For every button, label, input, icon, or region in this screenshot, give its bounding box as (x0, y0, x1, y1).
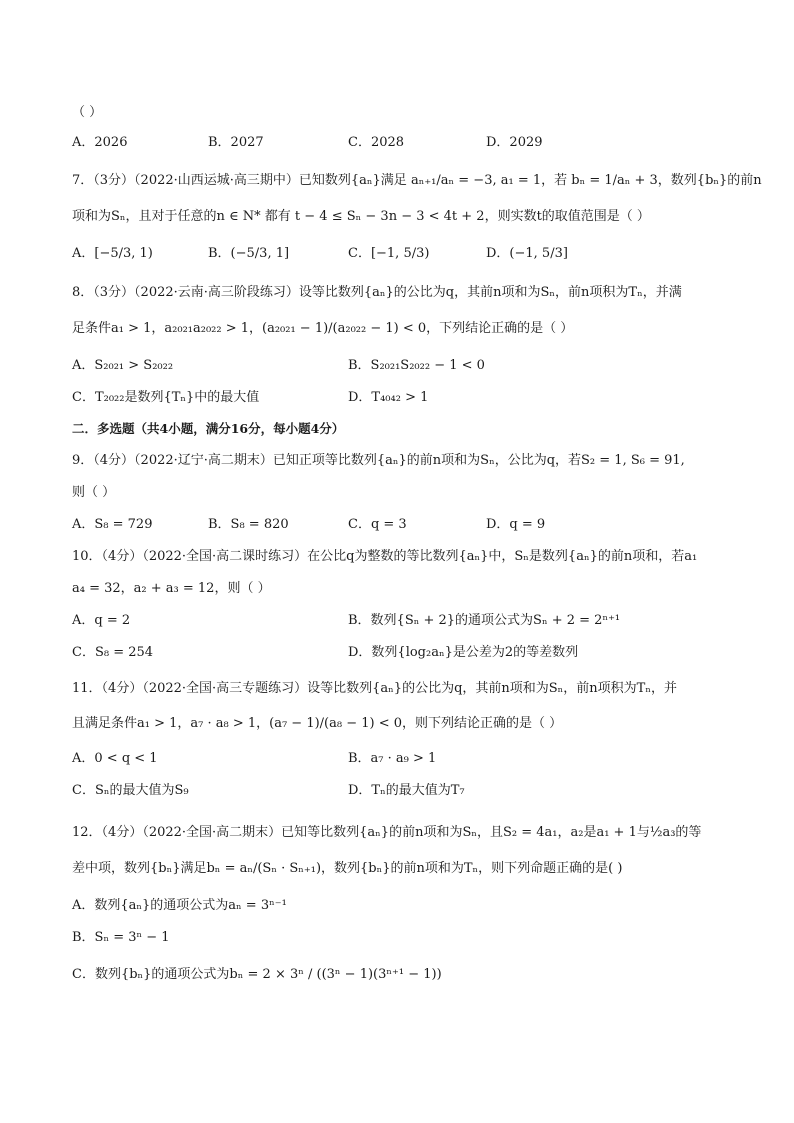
q11-option-a: A．0 < q < 1 (72, 751, 158, 766)
q10-option-a: A．q = 2 (72, 613, 131, 628)
q7-line2: 项和为Sₙ，且对于任意的n ∈ N* 都有 t − 4 ≤ Sₙ − 3n − 3 < 4t + 2，则实数t的取值范围是（ ） (72, 209, 650, 224)
q8-line2: 足条件a₁ > 1，a₂₀₂₁a₂₀₂₂ > 1，(a₂₀₂₁ − 1)/(a₂₀₂₂ − 1) < 0，下列结论正确的是（ ） (72, 321, 574, 336)
q9-option-d: D．q = 9 (486, 517, 546, 532)
q8-line1: 8．（3分）（2022·云南·高三阶段练习）设等比数列{aₙ}的公比为q，其前n项和为Sₙ，前n项积为Tₙ，并满 (72, 285, 682, 300)
q9-line1: 9．（4分）（2022·辽宁·高二期末）已知正项等比数列{aₙ}的前n项和为Sₙ，公比为q，若S₂ = 1, S₆ = 91, (72, 453, 685, 468)
q6-option-a: A．2026 (72, 135, 128, 150)
q7-line1: 7．（3分）（2022·山西运城·高三期中）已知数列{aₙ}满足 aₙ₊₁/aₙ = −3, a₁ = 1，若 bₙ = 1/aₙ + 3，数列{bₙ}的前n (72, 173, 762, 188)
q7-option-d: D．(−1, 5/3] (486, 246, 568, 261)
section-2-title: 二．多选题（共4小题，满分16分，每小题4分） (72, 421, 345, 436)
q11-line2: 且满足条件a₁ > 1，a₇ · a₈ > 1，(a₇ − 1)/(a₈ − 1) < 0，则下列结论正确的是（ ） (72, 716, 563, 731)
q6-bracket: （ ） (72, 105, 103, 120)
q12-option-b: B．Sₙ = 3ⁿ − 1 (72, 930, 170, 945)
q8-option-a: A．S₂₀₂₁ > S₂₀₂₂ (72, 358, 174, 373)
q11-line1: 11．（4分）（2022·全国·高三专题练习）设等比数列{aₙ}的公比为q，其前n项和为Sₙ，前n项积为Tₙ，并 (72, 681, 677, 696)
q9-option-b: B．S₈ = 820 (208, 517, 289, 532)
q10-option-b: B．数列{Sₙ + 2}的通项公式为Sₙ + 2 = 2ⁿ⁺¹ (348, 613, 621, 628)
q9-option-a: A．S₈ = 729 (72, 517, 153, 532)
q12-line1: 12．（4分）（2022·全国·高二期末）已知等比数列{aₙ}的前n项和为Sₙ，且S₂ = 4a₁，a₂是a₁ + 1与½a₃的等 (72, 825, 702, 840)
q7-option-a: A．[−5/3, 1) (72, 246, 153, 261)
q6-option-c: C．2028 (348, 135, 405, 150)
q7-option-b: B．(−5/3, 1] (208, 246, 290, 261)
q10-line2: a₄ = 32，a₂ + a₃ = 12，则（ ） (72, 581, 271, 596)
q10-option-d: D．数列{log₂aₙ}是公差为2的等差数列 (348, 645, 579, 660)
q11-option-c: C．Sₙ的最大值为S₉ (72, 783, 189, 798)
q12-line2: 差中项，数列{bₙ}满足bₙ = aₙ/(Sₙ · Sₙ₊₁)，数列{bₙ}的前n项和为Tₙ，则下列命题正确的是( ) (72, 861, 623, 876)
q7-option-c: C．[−1, 5/3) (348, 246, 430, 261)
q11-option-d: D．Tₙ的最大值为T₇ (348, 783, 465, 798)
q6-option-b: B．2027 (208, 135, 264, 150)
q8-option-b: B．S₂₀₂₁S₂₀₂₂ − 1 < 0 (348, 358, 485, 373)
q10-option-c: C．S₈ = 254 (72, 645, 154, 660)
q9-line2: 则（ ） (72, 485, 116, 500)
q11-option-b: B．a₇ · a₉ > 1 (348, 751, 437, 766)
q6-option-d: D．2029 (486, 135, 543, 150)
q10-line1: 10．（4分）（2022·全国·高二课时练习）在公比q为整数的等比数列{aₙ}中，Sₙ是数列{aₙ}的前n项和，若a₁ (72, 549, 698, 564)
q8-option-d: D．T₄₀₄₂ > 1 (348, 390, 429, 405)
q9-option-c: C．q = 3 (348, 517, 407, 532)
q12-option-a: A．数列{aₙ}的通项公式为aₙ = 3ⁿ⁻¹ (72, 898, 287, 913)
q8-option-c: C．T₂₀₂₂是数列{Tₙ}中的最大值 (72, 390, 260, 405)
q12-option-c: C．数列{bₙ}的通项公式为bₙ = 2 × 3ⁿ / ((3ⁿ − 1)(3ⁿ⁺¹ − 1)) (72, 967, 442, 982)
